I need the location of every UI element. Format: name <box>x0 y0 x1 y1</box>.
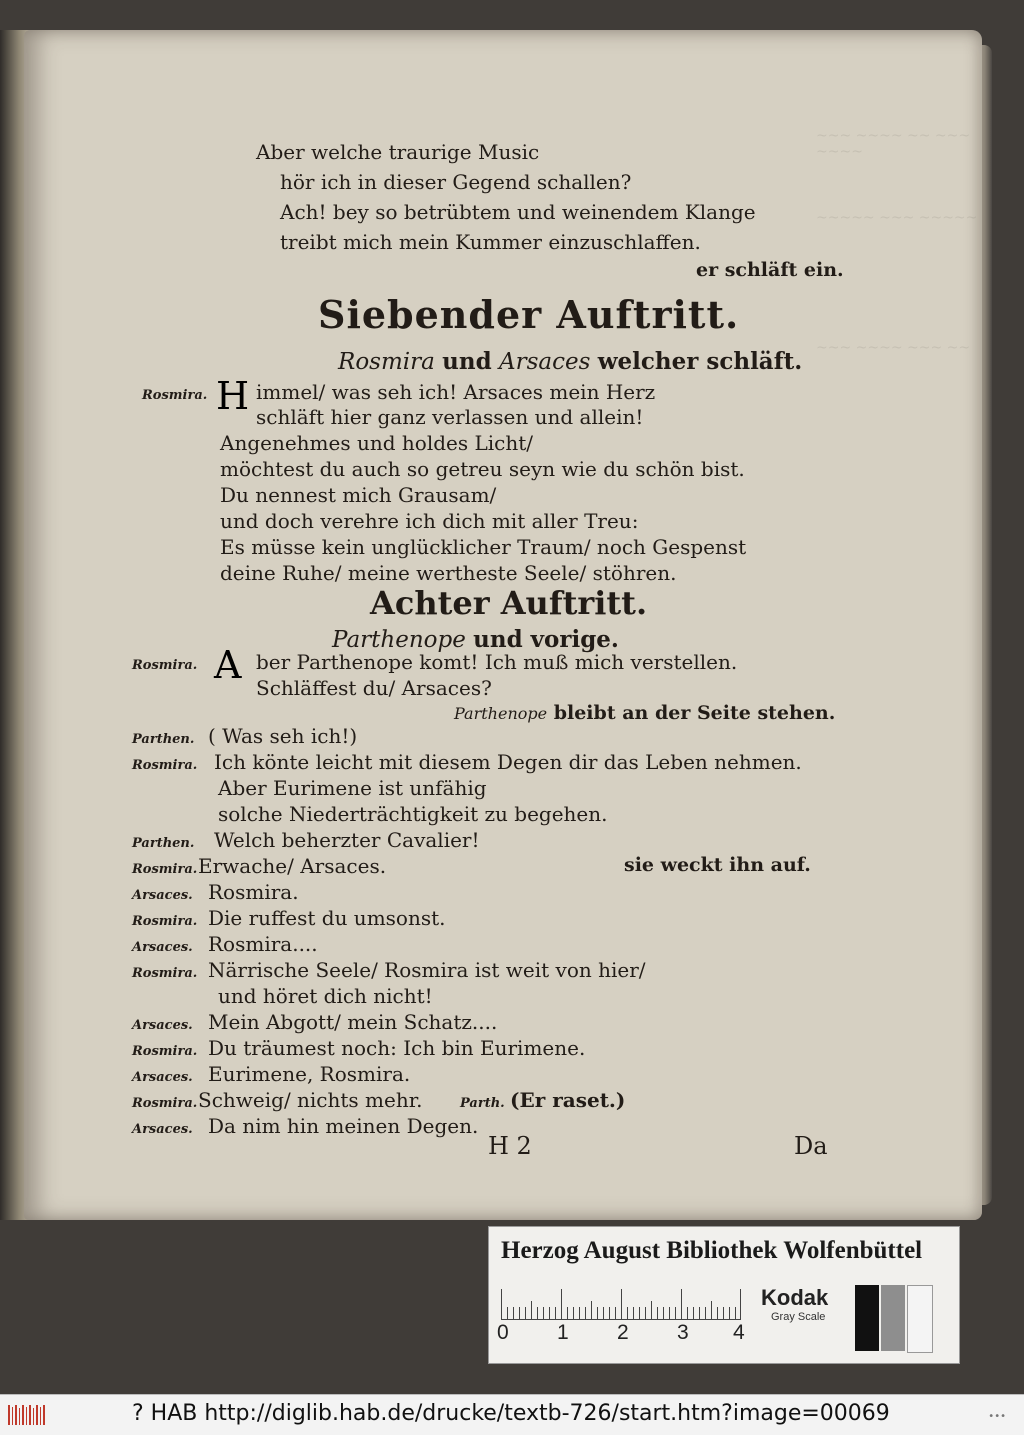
gray-swatch-black <box>855 1285 879 1351</box>
verse-line: Angenehmes und holdes Licht/ <box>220 431 534 455</box>
speaker-label: Rosmira. <box>132 1096 198 1111</box>
stage-direction: sie weckt ihn auf. <box>624 854 811 876</box>
gray-scale-label: Gray Scale <box>771 1311 826 1323</box>
speaker-label: Rosmira. <box>132 658 198 673</box>
verse-line: Die ruffest du umsonst. <box>208 906 446 930</box>
ruler-number: 1 <box>557 1321 569 1344</box>
verse-line: Aber welche traurige Music <box>256 140 540 164</box>
character-name: Rosmira <box>338 349 435 375</box>
connector-word: und <box>442 348 492 375</box>
stage-direction-text: bleibt an der Seite stehen. <box>553 702 836 724</box>
speaker-label: Parthen. <box>132 836 195 851</box>
speaker-label: Parthen. <box>132 732 195 747</box>
character-name: Parthenope <box>454 704 548 723</box>
verse-line: Welch beherzter Cavalier! <box>214 828 480 852</box>
more-icon[interactable]: ••• <box>988 1411 1006 1422</box>
stage-direction: er schläft ein. <box>696 259 844 281</box>
speaker-label: Arsaces. <box>132 888 193 903</box>
verse-line: Da nim hin meinen Degen. <box>208 1114 479 1138</box>
scene-heading: Siebender Auftritt. <box>318 292 740 337</box>
verse-line: (Er raset.) <box>510 1088 626 1112</box>
speaker-label: Arsaces. <box>132 940 193 955</box>
verse-line: Du nennest mich Grausam/ <box>220 483 497 507</box>
library-name: Herzog August Bibliothek Wolfenbüttel <box>501 1237 923 1264</box>
library-color-card <box>488 1226 960 1364</box>
verse-line: Eurimene, Rosmira. <box>208 1062 411 1086</box>
speaker-label: Rosmira. <box>132 758 198 773</box>
verse-line: und höret dich nicht! <box>218 984 433 1008</box>
verse-line: Du träumest noch: Ich bin Eurimene. <box>208 1036 586 1060</box>
scene-heading: Achter Auftritt. <box>370 584 648 622</box>
speaker-label: Arsaces. <box>132 1122 193 1137</box>
initial-letter: A <box>214 643 242 687</box>
ruler-number: 3 <box>677 1321 689 1344</box>
speaker-label: Arsaces. <box>132 1070 193 1085</box>
verse-line: ber Parthenope komt! Ich muß mich verstellen. <box>256 650 738 674</box>
verse-line: solche Niederträchtigkeit zu begehen. <box>218 802 608 826</box>
verse-line: möchtest du auch so getreu seyn wie du schön bist. <box>220 457 745 481</box>
speaker-label: Parth. <box>460 1096 505 1111</box>
gray-swatch-white <box>907 1285 933 1353</box>
scene-note: und vorige. <box>473 626 619 653</box>
speaker-label: Arsaces. <box>132 1018 193 1033</box>
catchword: Da <box>794 1132 828 1160</box>
verse-line: immel/ was seh ich! Arsaces mein Herz <box>256 380 656 404</box>
barcode-icon <box>6 1403 48 1427</box>
kodak-logo: Kodak <box>761 1285 829 1310</box>
scene-subheading <box>338 348 802 375</box>
character-name: Arsaces <box>499 349 591 375</box>
verse-line: Erwache/ Arsaces. <box>198 854 387 878</box>
ruler-number: 4 <box>733 1321 745 1344</box>
scene-subheading <box>332 626 619 653</box>
verse-line: Schweig/ nichts mehr. <box>198 1088 423 1112</box>
verse-line: Rosmira. <box>208 880 299 904</box>
ruler <box>501 1289 741 1320</box>
speaker-label: Rosmira. <box>132 914 198 929</box>
verse-line: Schläffest du/ Arsaces? <box>256 676 492 700</box>
stage-direction <box>454 702 835 724</box>
verse-line: deine Ruhe/ meine wertheste Seele/ stöhren. <box>220 561 677 585</box>
verse-line: Aber Eurimene ist unfähig <box>218 776 487 800</box>
bleed-through-text: ~~~ ~~~~ ~~ ~~~ ~~~~ <box>816 128 971 160</box>
scene-note: welcher schläft. <box>597 348 803 375</box>
verse-line: Ich könte leicht mit diesem Degen dir das Leben nehmen. <box>214 750 802 774</box>
verse-line: Mein Abgott/ mein Schatz.... <box>208 1010 498 1034</box>
ruler-number: 2 <box>617 1321 629 1344</box>
ruler-number: 0 <box>497 1321 509 1344</box>
bleed-through-text: ~~~~~ ~~~ ~~~~~ <box>816 210 978 226</box>
speaker-label: Rosmira. <box>132 966 198 981</box>
bleed-through-text: ~~~ ~~~~ ~~~ ~~ <box>816 340 971 356</box>
verse-line: schläft hier ganz verlassen und allein! <box>256 405 644 429</box>
verse-line: treibt mich mein Kummer einzuschlaffen. <box>280 230 701 254</box>
book-page <box>24 30 982 1220</box>
verse-line: hör ich in dieser Gegend schallen? <box>280 170 632 194</box>
speaker-label: Rosmira. <box>142 388 208 403</box>
speaker-label: Rosmira. <box>132 862 198 877</box>
initial-letter: H <box>216 374 250 418</box>
verse-line: und doch verehre ich dich mit aller Treu: <box>220 509 639 533</box>
verse-line: Närrische Seele/ Rosmira ist weit von hier/ <box>208 958 646 982</box>
verse-line: Ach! bey so betrübtem und weinendem Klange <box>280 200 756 224</box>
signature-mark: H 2 <box>488 1132 532 1160</box>
verse-line: Es müsse kein unglücklicher Traum/ noch Gespenst <box>220 535 747 559</box>
verse-line: ( Was seh ich!) <box>208 724 358 748</box>
verse-line: Rosmira.... <box>208 932 318 956</box>
speaker-label: Rosmira. <box>132 1044 198 1059</box>
character-name: Parthenope <box>332 627 466 653</box>
gray-swatch-mid <box>881 1285 905 1351</box>
status-url[interactable]: ? HAB http://diglib.hab.de/drucke/textb-726/start.htm?image=00069 <box>132 1401 890 1426</box>
status-bar <box>0 1394 1024 1435</box>
